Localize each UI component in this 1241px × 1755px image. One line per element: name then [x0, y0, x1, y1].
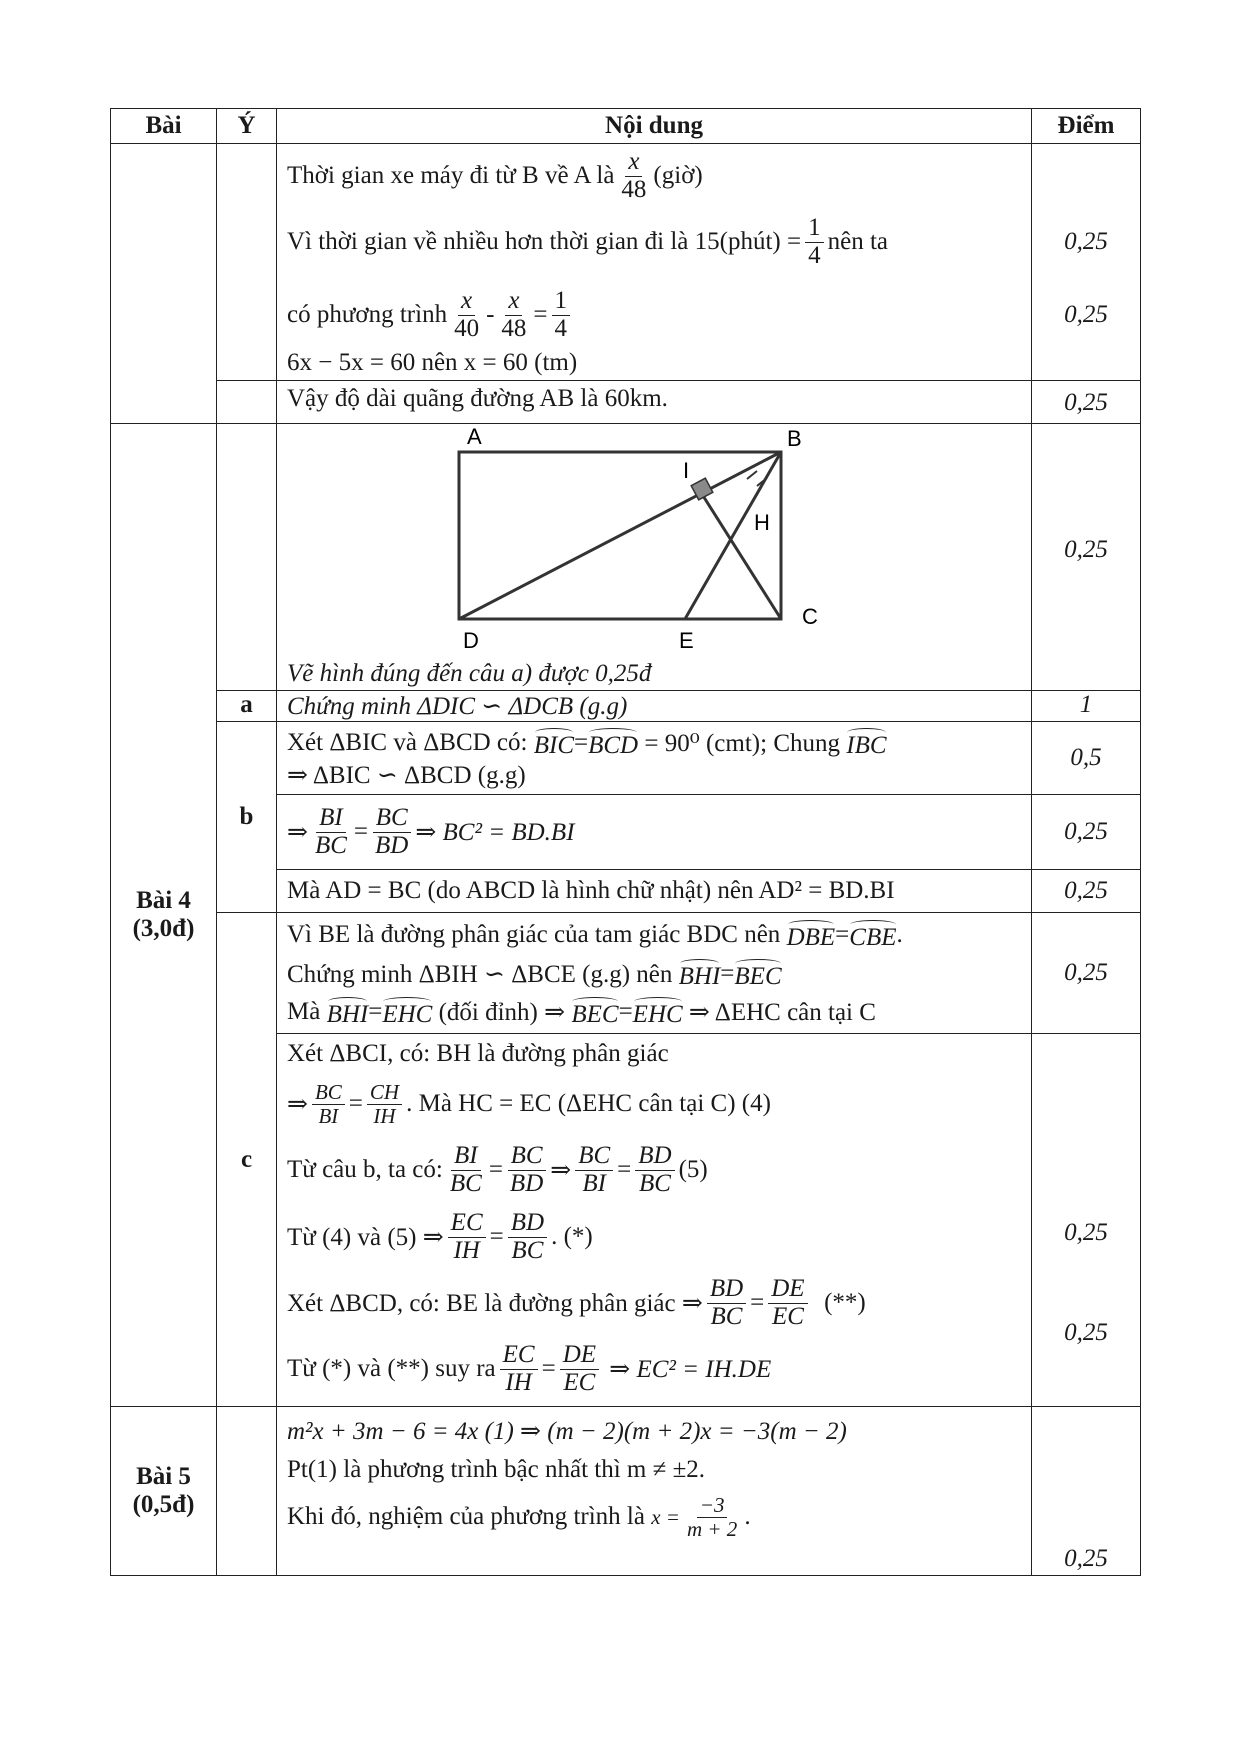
c1-l3-post: ⇒ ΔEHC cân tại C [688, 999, 876, 1026]
bai5-l3-frac [684, 1494, 740, 1539]
frac-den: IH [453, 1236, 480, 1264]
bai5-l3-x: x = [651, 1504, 680, 1529]
bai3-l2-pre: Vì thời gian về nhiều hơn thời gian đi là 15(phút) = [287, 228, 802, 255]
label-d: D [463, 628, 479, 653]
c2-l2-frac-1 [312, 1081, 345, 1126]
frac-num: BD [707, 1276, 746, 1303]
bai4-b-label: b [217, 722, 277, 913]
geometry-figure [287, 424, 1037, 656]
bai3-row-1 [111, 144, 1141, 381]
bai5-score: 0,25 [1032, 1407, 1141, 1576]
bai3-l3-frac-c [552, 288, 571, 342]
bai5-label: Bài 5 [136, 1463, 191, 1490]
frac-den: BI [582, 1169, 606, 1197]
bai4-c2-cell [277, 1034, 1032, 1407]
bai3-row-2 [111, 381, 1141, 424]
bai4-a-text: Chứng minh ΔDIC ∽ ΔDCB (g.g) [277, 691, 1032, 722]
c2-l5-frac-2 [768, 1276, 807, 1330]
header-bai: Bài [111, 109, 217, 144]
bai3-l3-eq: = [533, 301, 548, 328]
angle-bec-2: BEC [571, 995, 618, 1029]
c2-l3-frac-1 [447, 1143, 485, 1197]
c2-l4-frac-2 [508, 1210, 547, 1264]
bai4-a-row [111, 691, 1141, 722]
b1-eq: = [574, 729, 589, 756]
frac-den: BD [509, 1169, 544, 1197]
frac-num: x [625, 149, 642, 176]
bai5-points: (0,5đ) [132, 1491, 195, 1518]
bai3-bai-cell [111, 144, 217, 424]
frac-num: BI [316, 805, 346, 832]
frac-den: IH [505, 1368, 532, 1396]
frac-num: BI [451, 1143, 481, 1170]
angle-ehc-2: EHC [633, 995, 683, 1029]
bai5-l2: Pt(1) là phương trình bậc nhất thì m ≠ ±2. [287, 1456, 706, 1483]
label-b: B [787, 426, 802, 451]
figure-score: 0,25 [1032, 424, 1141, 691]
bai3-l1-post: (giờ) [653, 162, 703, 189]
figure-note: Vẽ hình đúng đến câu a) được 0,25đ [287, 660, 652, 687]
bai4-points: (3,0đ) [132, 915, 195, 942]
bai4-figure-y-cell [217, 424, 277, 691]
c2-l2-pre: ⇒ [287, 1091, 308, 1118]
frac-den: 48 [501, 314, 527, 342]
bai3-l1-fraction [618, 149, 649, 203]
c1-score: 0,25 [1032, 913, 1141, 1034]
frac-num: EC [500, 1342, 538, 1369]
c2-l4-eq: = [489, 1223, 504, 1250]
frac-den: 4 [554, 314, 568, 342]
frac-num: 1 [552, 288, 571, 315]
label-i: I [683, 458, 690, 483]
answer-table [110, 108, 1141, 1576]
bai4-c-row-1 [111, 913, 1141, 1034]
c2-l3-eq2: = [617, 1156, 632, 1183]
bai4-a-label: a [217, 691, 277, 722]
c2-l5-eq: = [750, 1289, 765, 1316]
angle-bhi: BHI [679, 957, 721, 991]
c1-l3-eq2: = [618, 998, 633, 1025]
bai3-scores [1032, 144, 1141, 381]
frac-den: IH [373, 1103, 396, 1128]
bai4-b2-cell [277, 795, 1032, 870]
bai4-c-label: c [217, 913, 277, 1407]
angle-ibc: IBC [846, 726, 886, 760]
bai3-l3-frac-b [498, 288, 529, 342]
c2-score-1: 0,25 [1064, 1219, 1108, 1246]
b2-pre: ⇒ [287, 819, 308, 846]
frac-num: x [505, 288, 522, 315]
c2-l2-eq: = [348, 1090, 363, 1117]
c2-l5-pre: Xét ΔBCD, có: BE là đường phân giác ⇒ [287, 1290, 703, 1317]
frac-den: BC [314, 831, 347, 859]
b2-frac-2 [372, 805, 411, 859]
frac-den: BC [449, 1169, 482, 1197]
c2-l1: Xét ΔBCI, có: BH là đường phân giác [287, 1040, 669, 1067]
c2-l2-post: . Mà HC = EC (ΔEHC cân tại C) (4) [406, 1090, 771, 1117]
bai4-b1-cell [277, 722, 1032, 795]
frac-den: EC [771, 1302, 804, 1330]
c2-l3-frac-4 [635, 1143, 674, 1197]
frac-num: BC [373, 805, 411, 832]
bai5-l1: m²x + 3m − 6 = 4x (1) ⇒ (m − 2)(m + 2)x = −3(m − 2) [287, 1418, 847, 1445]
c1-l3-mid: (đối đỉnh) ⇒ [438, 999, 566, 1026]
frac-num: BC [508, 1143, 546, 1170]
frac-den: BC [638, 1169, 671, 1197]
angle-bec: BEC [734, 957, 781, 991]
c2-l3-frac-2 [507, 1143, 546, 1197]
b1-score: 0,5 [1032, 722, 1141, 795]
bai5-l3-pre: Khi đó, nghiệm của phương trình là [287, 1503, 645, 1530]
frac-den: 40 [454, 314, 480, 342]
b2-eq: = [353, 818, 369, 845]
angle-cbe: CBE [849, 918, 896, 952]
bai3-score-3: 0,25 [1032, 381, 1141, 424]
c2-score-2: 0,25 [1064, 1319, 1108, 1346]
frac-den: BC [710, 1302, 743, 1330]
frac-num: DE [768, 1276, 807, 1303]
bai3-l1-pre: Thời gian xe máy đi từ B về A là [287, 162, 615, 189]
c2-l3-frac-3 [575, 1143, 613, 1197]
frac-num: CH [367, 1081, 402, 1104]
c2-l6-post: ⇒ EC² = IH.DE [609, 1356, 772, 1383]
frac-den: 48 [621, 175, 647, 203]
b2-frac-1 [312, 805, 350, 859]
bai5-row [111, 1407, 1141, 1576]
c2-l6-frac-2 [560, 1342, 599, 1396]
angle-dbe: DBE [787, 918, 836, 952]
b2-post: ⇒ BC² = BD.BI [415, 819, 575, 846]
bai3-score-2: 0,25 [1064, 301, 1108, 328]
c1-l2-eq: = [720, 960, 735, 987]
bai5-l3-dot: . [744, 1503, 751, 1530]
bai5-content [277, 1407, 1032, 1576]
angle-bhi-2: BHI [327, 995, 369, 1029]
bai3-l3-minus: - [486, 301, 495, 328]
b3-score: 0,25 [1032, 870, 1141, 913]
frac-den: BD [375, 831, 409, 859]
c2-l6-pre: Từ (*) và (**) suy ra [287, 1355, 496, 1382]
c1-pre: Vì BE là đường phân giác của tam giác BDC nên [287, 921, 781, 948]
c1-eq: = [835, 921, 850, 948]
angle-bcd: BCD [588, 726, 638, 760]
frac-num: EC [448, 1210, 486, 1237]
c2-l5-frac-1 [707, 1276, 746, 1330]
c2-l3-arrow: ⇒ [550, 1157, 572, 1184]
c2-l3-eq: = [488, 1156, 503, 1183]
header-diem: Điểm [1032, 109, 1141, 144]
frac-den: EC [563, 1368, 596, 1396]
bai4-a-score: 1 [1032, 691, 1141, 722]
frac-num: x [458, 288, 475, 315]
angle-ehc: EHC [382, 995, 432, 1029]
frac-den: m + 2 [686, 1516, 738, 1541]
header-noi-dung: Nội dung [277, 109, 1032, 144]
c1-l2-pre: Chứng minh ΔBIH ∽ ΔBCE (g.g) nên [287, 961, 673, 988]
c1-dot: . [896, 921, 903, 948]
frac-num: BC [312, 1081, 345, 1104]
label-h: H [754, 510, 770, 535]
bai3-l2-post: nên ta [827, 228, 888, 255]
bai3-l3-frac-a [451, 288, 482, 342]
label-c: C [802, 604, 818, 629]
angle-bic: BIC [534, 726, 574, 760]
b1-l2: ⇒ ΔBIC ∽ ΔBCD (g.g) [287, 762, 526, 789]
angle-tick-1 [747, 471, 757, 479]
bai4-b-row-1 [111, 722, 1141, 795]
c2-scores [1032, 1034, 1141, 1407]
bai3-content [277, 144, 1032, 381]
c2-l4-frac-1 [448, 1210, 486, 1264]
bai5-label-cell [111, 1407, 217, 1576]
bai3-score-1: 0,25 [1064, 228, 1108, 255]
c2-l4-pre: Từ (4) và (5) ⇒ [287, 1224, 444, 1251]
c2-l6-eq: = [541, 1355, 556, 1382]
c2-l3-post: (5) [678, 1156, 708, 1183]
c2-l3-pre: Từ câu b, ta có: [287, 1156, 443, 1183]
b2-score: 0,25 [1032, 795, 1141, 870]
c2-l6-frac-1 [500, 1342, 538, 1396]
frac-den: 4 [808, 241, 821, 269]
bai4-label: Bài 4 [136, 887, 191, 914]
label-e: E [679, 628, 694, 653]
frac-num: DE [560, 1342, 599, 1369]
bai3-l2-fraction [805, 215, 824, 269]
c2-l2-frac-2 [367, 1081, 402, 1126]
bai3-l4: 6x − 5x = 60 nên x = 60 (tm) [287, 349, 578, 376]
c2-l4-post: . (*) [551, 1223, 593, 1250]
bai4-label-cell [111, 424, 217, 1407]
label-a: A [467, 424, 482, 449]
header-y: Ý [217, 109, 277, 144]
bai3-y-cell [217, 144, 277, 381]
bai4-figure-cell [277, 424, 1032, 691]
frac-den: BC [511, 1236, 544, 1264]
frac-num: −3 [697, 1494, 728, 1517]
c1-l3-eq: = [368, 998, 383, 1025]
b3-text: Mà AD = BC (do ABCD là hình chữ nhật) nên AD² = BD.BI [277, 870, 1032, 913]
bai3-l5: Vậy độ dài quãng đường AB là 60km. [277, 381, 1032, 424]
c1-l3-pre: Mà [287, 998, 321, 1025]
bai4-figure-row [111, 424, 1141, 691]
bai3-l3-pre: có phương trình [287, 301, 448, 328]
frac-num: BC [575, 1143, 613, 1170]
bai4-c1-cell [277, 913, 1032, 1034]
frac-num: BD [635, 1143, 674, 1170]
header-row [111, 109, 1141, 144]
c2-l5-post: (**) [824, 1289, 866, 1316]
frac-num: BD [508, 1210, 547, 1237]
frac-num: 1 [805, 215, 824, 242]
b1-mid: = 90⁰ (cmt); Chung [644, 730, 840, 757]
bai3-y-cell-2 [217, 381, 277, 424]
b1-pre: Xét ΔBIC và ΔBCD có: [287, 729, 528, 756]
frac-den: BI [318, 1103, 339, 1128]
bai5-y-cell [217, 1407, 277, 1576]
